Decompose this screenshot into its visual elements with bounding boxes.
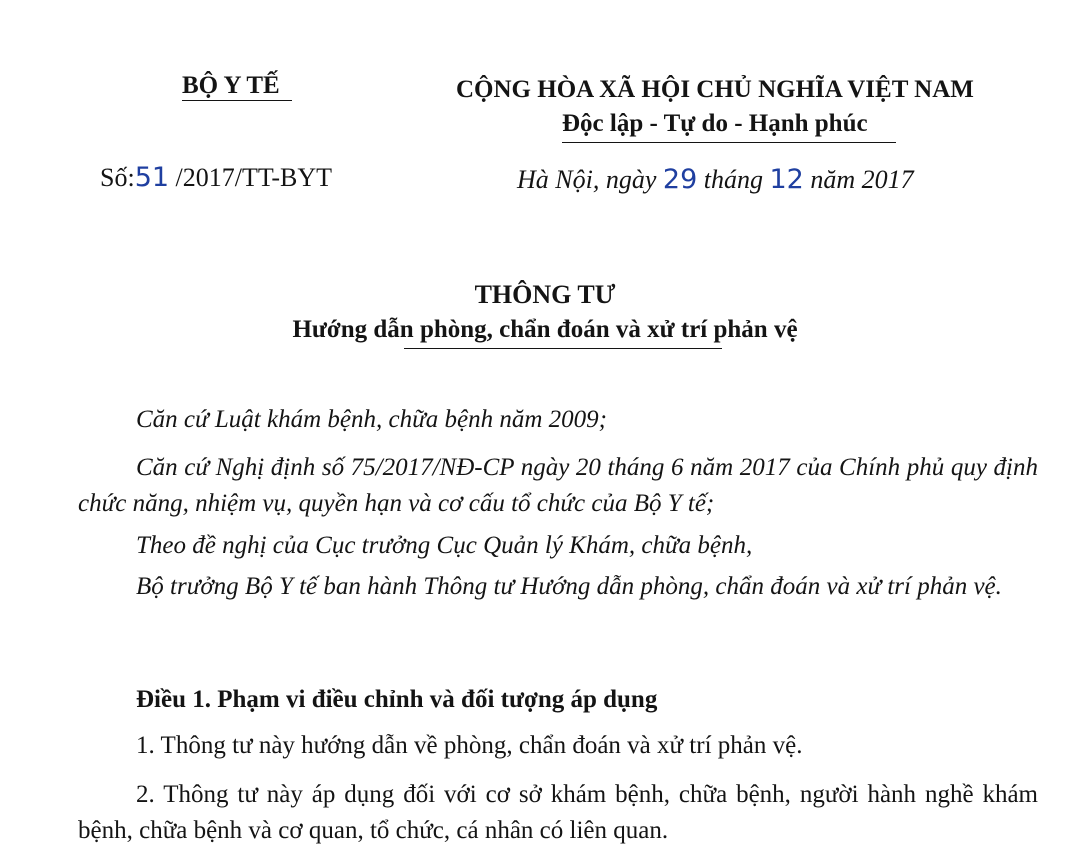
national-title: CỘNG HÒA XÃ HỘI CHỦ NGHĨA VIỆT NAM: [456, 76, 974, 103]
document-type: THÔNG TƯ: [474, 280, 616, 309]
article-clause: 1. Thông tư này hướng dẫn về phòng, chẩn đoán và xử trí phản vệ.: [136, 732, 803, 759]
national-motto: Độc lập - Tự do - Hạnh phúc: [562, 110, 868, 137]
doc-number-prefix: Số:: [100, 163, 135, 192]
issuing-agency: BỘ Y TẾ: [182, 72, 280, 99]
date-place: Hà Nội, ngày: [517, 165, 663, 194]
agency-underline: [182, 100, 292, 101]
article-heading: Điều 1. Phạm vi điều chỉnh và đối tượng áp dụng: [136, 686, 658, 713]
document-subject: Hướng dẫn phòng, chẩn đoán và xử trí phản vệ: [292, 316, 798, 343]
doc-number-suffix: /2017/TT-BYT: [169, 163, 333, 192]
date-day: 29: [662, 164, 698, 195]
date-year: năm 2017: [803, 165, 914, 194]
date-month: 12: [769, 164, 804, 195]
preamble-paragraph: Bộ trưởng Bộ Y tế ban hành Thông tư Hướng dẫn phòng, chẩn đoán và xử trí phản vệ.: [136, 573, 1002, 600]
document-number: [100, 162, 332, 193]
preamble-paragraph: Căn cứ Nghị định số 75/2017/NĐ-CP ngày 20 tháng 6 năm 2017 của Chính phủ quy định chức năng, nhiệm vụ, quyền hạn và cơ cấu tổ chức của Bộ Y tế;: [78, 454, 1038, 517]
issue-date: [517, 164, 914, 195]
preamble-paragraph: Theo đề nghị của Cục trưởng Cục Quản lý Khám, chữa bệnh,: [136, 532, 753, 559]
doc-number-handwritten: 51: [134, 162, 170, 193]
motto-underline: [562, 142, 896, 143]
article-clause: 2. Thông tư này áp dụng đối với cơ sở khám bệnh, chữa bệnh, người hành nghề khám bệnh, chữa bệnh và cơ quan, tổ chức, cá nhân có liên quan.: [78, 781, 1038, 844]
subject-underline: [404, 348, 722, 349]
preamble-paragraph: Căn cứ Luật khám bệnh, chữa bệnh năm 2009;: [136, 406, 607, 433]
date-month-word: tháng: [697, 165, 770, 194]
